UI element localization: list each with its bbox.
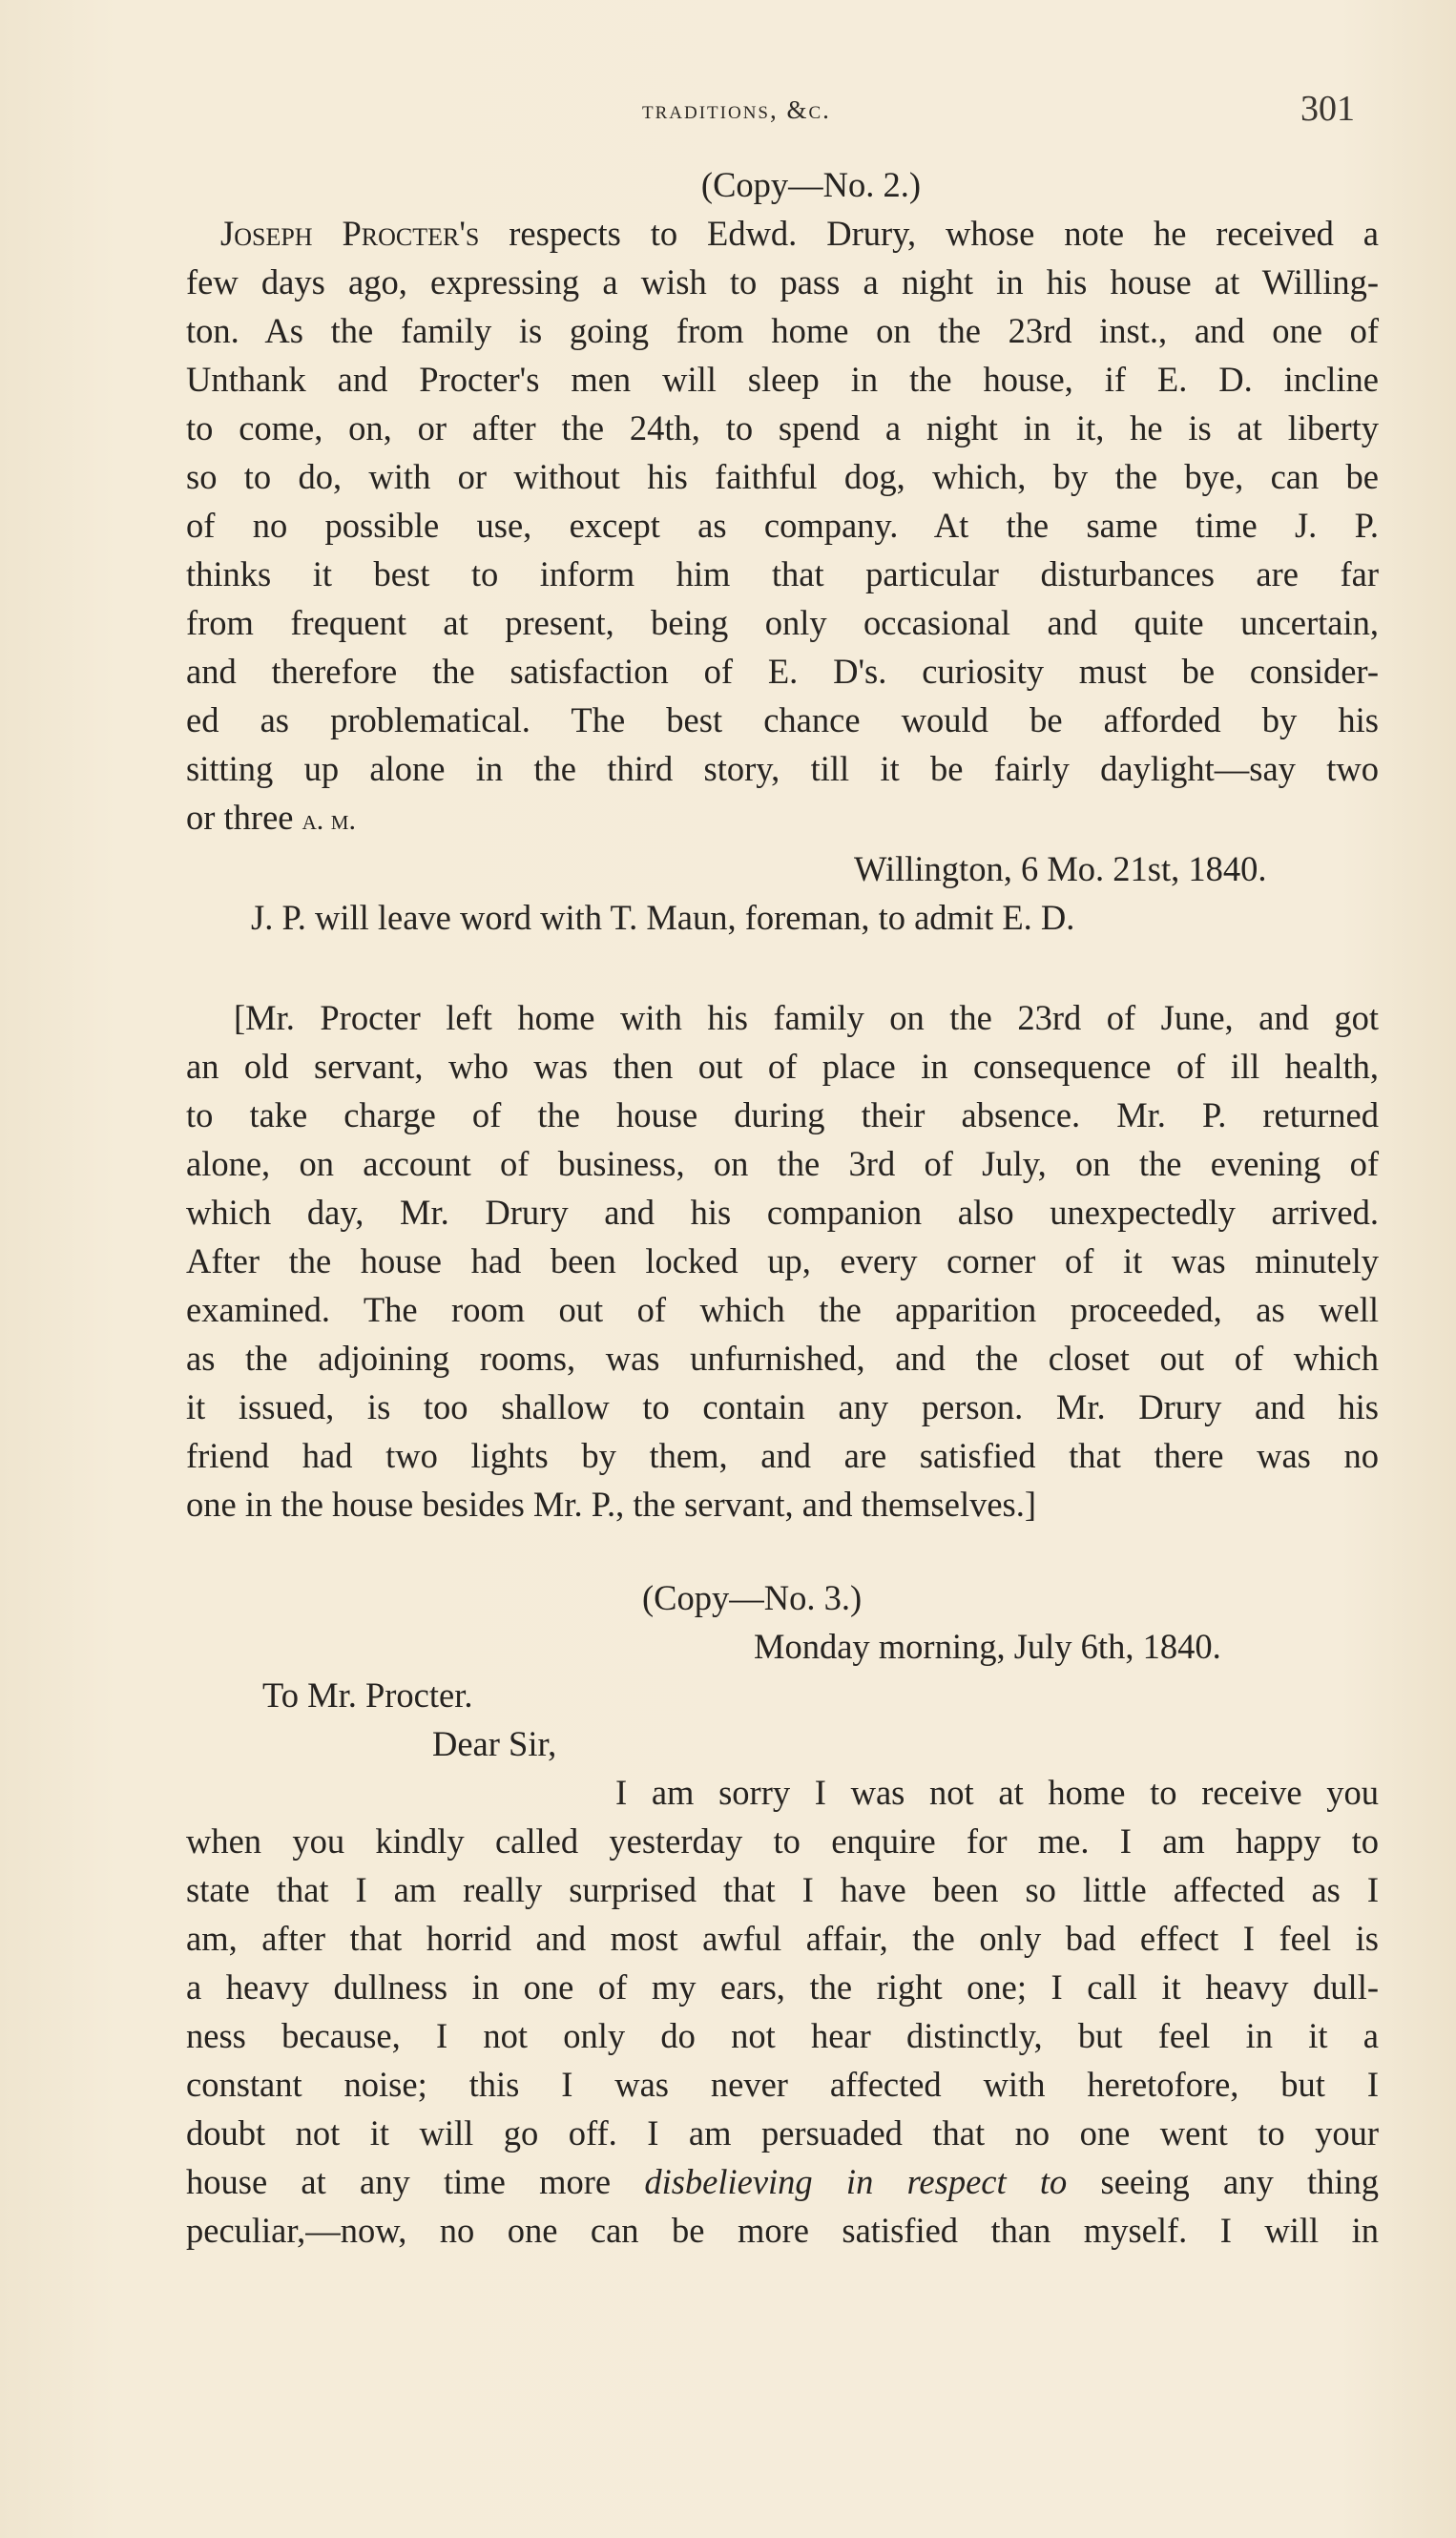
text-line: a heavy dullness in one of my ears, the right one; I call it heavy dull- (186, 1967, 1379, 2007)
text-line: which day, Mr. Drury and his companion also unexpectedly arrived. (186, 1193, 1379, 1232)
page-number: 301 (1300, 89, 1355, 129)
dateline: Willington, 6 Mo. 21st, 1840. (854, 849, 1267, 888)
text-line: ton. As the family is going from home on the 23rd inst., and one of (186, 311, 1379, 350)
text-line: friend had two lights by them, and are satisfied that there was no (186, 1436, 1379, 1475)
text-line: peculiar,—now, no one can be more satisfied than myself. I will in (186, 2211, 1379, 2250)
text-line: as the adjoining rooms, was unfurnished, and the closet out of which (186, 1339, 1379, 1378)
text-line: house at any time more disbelieving in respect to seeing any thing (186, 2162, 1379, 2201)
text-line: I am sorry I was not at home to receive you (615, 1773, 1379, 1812)
text-line: [Mr. Procter left home with his family on the 23rd of June, and got (234, 998, 1379, 1037)
text-line: ness because, I not only do not hear distinctly, but feel in it a (186, 2016, 1379, 2055)
text-line: examined. The room out of which the apparition proceeded, as well (186, 1290, 1379, 1329)
copy-2-letter (186, 160, 1379, 942)
text-line: from frequent at present, being only occasional and quite uncertain, (186, 603, 1379, 642)
text-line: to come, on, or after the 24th, to spend a night in it, he is at liberty (186, 408, 1379, 447)
text-line: it issued, is too shallow to contain any person. Mr. Drury and his (186, 1387, 1379, 1426)
text-line: an old servant, who was then out of place in consequence of ill health, (186, 1047, 1379, 1086)
text-line: sitting up alone in the third story, till it be fairly daylight—say two (186, 749, 1379, 788)
page-header (186, 88, 1379, 135)
text-line: doubt not it will go off. I am persuaded that no one went to your (186, 2113, 1379, 2153)
copy-3-heading: (Copy—No. 3.) (642, 1578, 863, 1617)
text-line: Unthank and Procter's men will sleep in the house, if E. D. incline (186, 360, 1379, 399)
text-line: and therefore the satisfaction of E. D's. curiosity must be consider- (186, 652, 1379, 691)
text-line: to take charge of the house during their absence. Mr. P. returned (186, 1095, 1379, 1134)
text-line: when you kindly called yesterday to enquire for me. I am happy to (186, 1821, 1379, 1861)
text-line: state that I am really surprised that I have been so little affected as I (186, 1870, 1379, 1909)
postscript: J. P. will leave word with T. Maun, foreman, to admit E. D. (251, 898, 1075, 937)
text-line: constant noise; this I was never affected with heretofore, but I (186, 2065, 1379, 2104)
text-line: alone, on account of business, on the 3rd of July, on the evening of (186, 1144, 1379, 1183)
time-abbreviation: a. m. (302, 804, 356, 836)
copy-3-letter (186, 1573, 1379, 2255)
text-line: After the house had been locked up, every corner of it was minutely (186, 1241, 1379, 1280)
text-line: of no possible use, except as company. At the same time J. P. (186, 506, 1379, 545)
letter-date: Monday morning, July 6th, 1840. (754, 1627, 1221, 1666)
text-line: thinks it best to inform him that particular disturbances are far (186, 554, 1379, 593)
running-title: traditions, &c. (642, 95, 831, 124)
text-line: one in the house besides Mr. P., the servant, and themselves.] (186, 1485, 1037, 1524)
copy-2-heading: (Copy—No. 2.) (700, 165, 922, 204)
text-line: few days ago, expressing a wish to pass a night in his house at Willing- (186, 262, 1379, 302)
salutation: Dear Sir, (432, 1724, 557, 1763)
copy-2-first-line: Joseph Procter's respects to Edwd. Drury, whose note he received a (220, 214, 1379, 253)
text-line: am, after that horrid and most awful affair, the only bad effect I feel is (186, 1919, 1379, 1958)
text-line: so to do, with or without his faithful dog, which, by the bye, can be (186, 457, 1379, 496)
bracketed-note (186, 993, 1379, 1529)
italic-phrase: disbelieving in respect to (644, 2162, 1068, 2201)
sender-name: Joseph Procter's (220, 214, 480, 253)
text-line: or three a. m. (186, 798, 356, 837)
addressee: To Mr. Procter. (262, 1675, 473, 1715)
text-line: ed as problematical. The best chance would be afforded by his (186, 700, 1379, 739)
